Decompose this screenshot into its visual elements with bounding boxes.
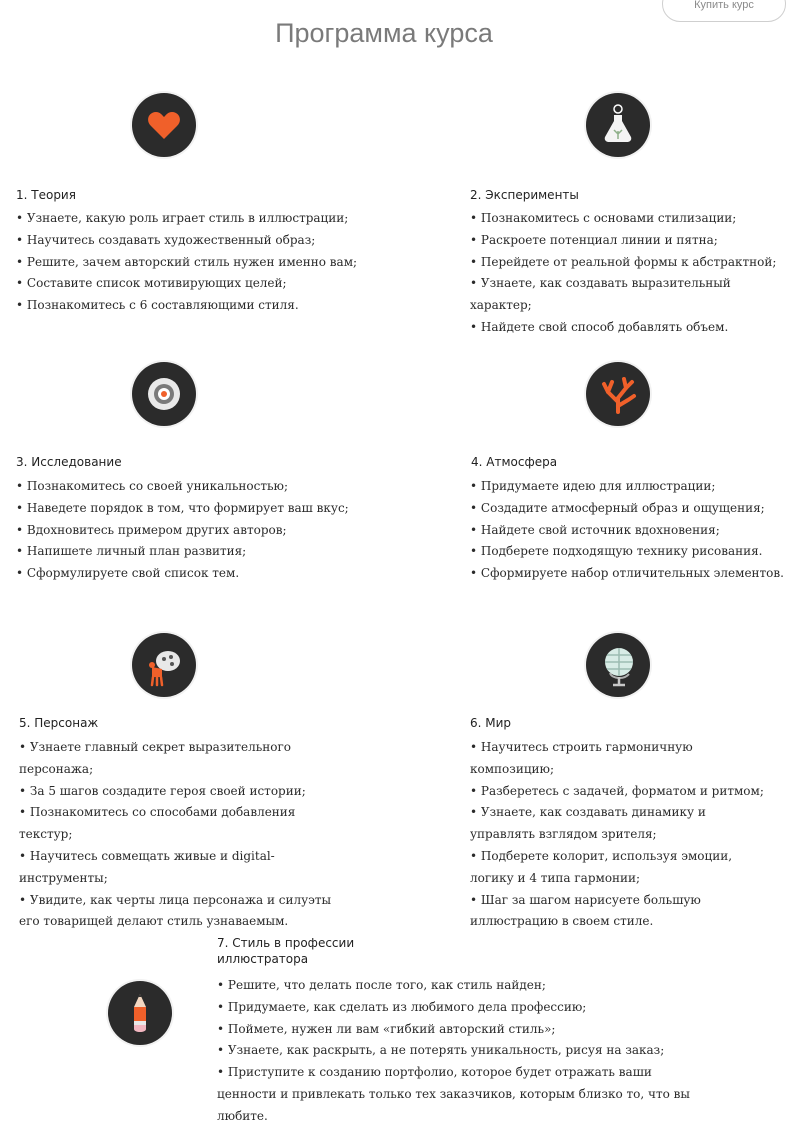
list-item: • Научитесь строить гармоничную композицию; [470, 737, 774, 781]
section-title-character: 5. Персонаж [19, 716, 99, 730]
page-title: Программа курса [275, 18, 493, 48]
list-item: • Познакомитесь со своей уникальностью; [16, 476, 436, 498]
list-item: • Узнаете, какую роль играет стиль в иллюстрации; [16, 208, 436, 230]
list-item: • Научитесь совмещать живые и digital-инструменты; [19, 846, 341, 890]
section-title-research: 3. Исследование [16, 455, 122, 469]
list-item: • Решите, зачем авторский стиль нужен именно вам; [16, 252, 436, 274]
list-item: • Перейдете от реальной формы к абстрактной; [470, 252, 790, 274]
list-item: • Найдете свой способ добавлять объем. [470, 317, 790, 339]
section-list-profession [217, 975, 695, 1128]
list-item: • Подберете подходящую технику рисования. [470, 541, 790, 563]
list-item: • За 5 шагов создадите героя своей истории; [19, 781, 341, 803]
buy-course-button[interactable]: Купить курс [662, 0, 786, 22]
section-title-theory: 1. Теория [16, 188, 76, 202]
section-list-experiments [470, 208, 790, 339]
list-item: • Придумаете, как сделать из любимого дела профессию; [217, 997, 695, 1019]
eye-icon [132, 362, 196, 426]
list-item: • Наведете порядок в том, что формирует ваш вкус; [16, 498, 436, 520]
list-item: • Узнаете, как раскрыть, а не потерять уникальность, рисуя на заказ; [217, 1040, 695, 1062]
section-list-research [16, 476, 436, 585]
section-list-atmosphere [470, 476, 790, 585]
list-item: • Найдете свой источник вдохновения; [470, 520, 790, 542]
list-item: • Напишете личный план развития; [16, 541, 436, 563]
list-item: • Шаг за шагом нарисуете большую иллюстрацию в своем стиле. [470, 890, 774, 934]
list-item: • Разберетесь с задачей, форматом и ритмом; [470, 781, 774, 803]
list-item: • Познакомитесь со способами добавления текстур; [19, 802, 341, 846]
list-item: • Придумаете идею для иллюстрации; [470, 476, 790, 498]
list-item: • Создадите атмосферный образ и ощущения; [470, 498, 790, 520]
section-list-world [470, 737, 774, 933]
list-item: • Раскроете потенциал линии и пятна; [470, 230, 790, 252]
pencil-icon [108, 981, 172, 1045]
section-title-profession: 7. Стиль в профессии иллюстратора [217, 936, 355, 966]
flask-icon [586, 93, 650, 157]
list-item: • Поймете, нужен ли вам «гибкий авторский стиль»; [217, 1019, 695, 1041]
list-item: • Увидите, как черты лица персонажа и силуэты его товарищей делают стиль узнаваемым. [19, 890, 341, 934]
section-list-theory [16, 208, 436, 317]
list-item: • Познакомитесь с основами стилизации; [470, 208, 790, 230]
list-item: • Сформулируете свой список тем. [16, 563, 436, 585]
list-item: • Вдохновитесь примером других авторов; [16, 520, 436, 542]
globe-icon [586, 633, 650, 697]
list-item: • Сформируете набор отличительных элементов. [470, 563, 790, 585]
heart-icon [132, 93, 196, 157]
list-item: • Узнаете главный секрет выразительного персонажа; [19, 737, 341, 781]
list-item: • Подберете колорит, используя эмоции, логику и 4 типа гармонии; [470, 846, 774, 890]
list-item: • Познакомитесь с 6 составляющими стиля. [16, 295, 436, 317]
list-item: • Составите список мотивирующих целей; [16, 273, 436, 295]
character-icon [132, 633, 196, 697]
list-item: • Решите, что делать после того, как стиль найден; [217, 975, 695, 997]
coral-icon [586, 362, 650, 426]
section-title-experiments: 2. Эксперименты [470, 188, 579, 202]
list-item: • Узнаете, как создавать динамику и управлять взглядом зрителя; [470, 802, 774, 846]
list-item: • Приступите к созданию портфолио, которое будет отражать ваши ценности и привлекать только тех заказчиков, которым близко то, что вы любите. [217, 1062, 695, 1127]
section-title-world: 6. Мир [470, 716, 512, 730]
list-item: • Научитесь создавать художественный образ; [16, 230, 436, 252]
list-item: • Узнаете, как создавать выразительный характер; [470, 273, 790, 317]
section-list-character [19, 737, 341, 933]
section-title-atmosphere: 4. Атмосфера [471, 455, 558, 469]
